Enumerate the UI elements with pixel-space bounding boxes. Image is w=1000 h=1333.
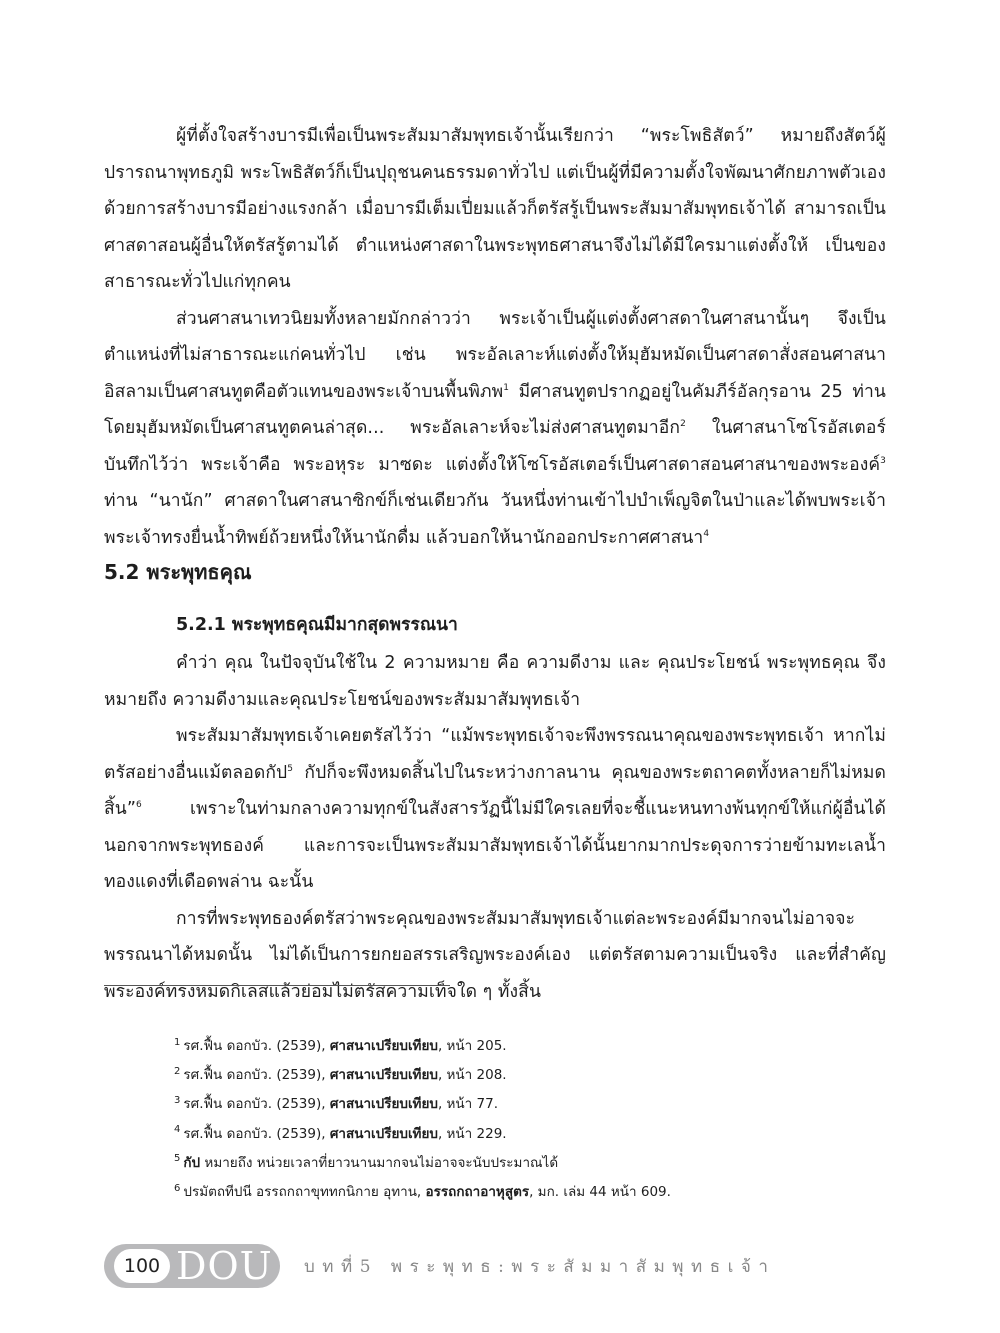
- footnote-number: 6: [174, 1182, 181, 1194]
- footnote-divider: [104, 985, 450, 986]
- footnote-1: [174, 1032, 874, 1061]
- paragraph-virtues-immeasurable: การที่พระพุทธองค์ตรัสว่าพระคุณของพระสัมมาสัมพุทธเจ้าแต่ละพระองค์มีมากจนไม่อาจจะพรรณนาได้หมดนั้น ไม่ได้เป็นการยกยอสรรเสริญพระองค์เอง แต่ตรัสตามความเป็นจริง และที่สำคัญพระองค์ทรงหมดกิเลสแล้วย่อมไม่ตรัสความเท็จใด ๆ ทั้งสิ้น: [104, 908, 886, 1002]
- footnote-5: [174, 1149, 874, 1178]
- footnote-4: [174, 1120, 874, 1149]
- footnote-ref-3: 3: [880, 455, 886, 466]
- footnote-page: หมายถึง หน่วยเวลาที่ยาวนานมากจนไม่อาจจะนับประมาณได้: [200, 1154, 559, 1171]
- footnote-page: , หน้า 208.: [437, 1067, 507, 1084]
- footnote-text: รศ.ฟื้น ดอกบัว. (2539),: [183, 1125, 330, 1142]
- footnote-title: ศาสนาเปรียบเทียบ: [329, 1067, 438, 1084]
- footnote-ref-5: 5: [287, 763, 294, 774]
- body-bottom: [104, 645, 886, 1010]
- footnote-number: 2: [174, 1065, 181, 1077]
- footnote-page: , มก. เล่ม 44 หน้า 609.: [529, 1184, 671, 1201]
- page-footer: [104, 1238, 904, 1294]
- p2-text-c: ในศาสนาโซโรอัสเตอร์บันทึกไว้ว่า พระเจ้าคือ พระอหุระ มาซดะ แต่งตั้งให้โซโรอัสเตอร์เป็นศาสดาสอนศาสนาของพระองค์: [104, 418, 886, 475]
- footnote-ref-1: 1: [503, 382, 510, 393]
- footnote-title: กัป: [183, 1154, 201, 1171]
- p4-text-b: กัปก็จะพึงหมดสิ้นไปในระหว่างกาลนาน คุณของพระตถาคตทั้งหลายก็ไม่หมดสิ้น”: [104, 762, 886, 819]
- paragraph-bodhisatta: ผู้ที่ตั้งใจสร้างบารมีเพื่อเป็นพระสัมมาสัมพุทธเจ้านั้นเรียกว่า “พระโพธิสัตว์” หมายถึงสัตว์ผู้ปรารถนาพุทธภูมิ พระโพธิสัตว์ก็เป็นปุถุชนคนธรรมดาทั่วไป แต่เป็นผู้ที่มีความตั้งใจพัฒนาศักยภาพตัวเองด้วยการสร้างบารมีอย่างแรงกล้า เมื่อบารมีเต็มเปี่ยมแล้วก็ตรัสรู้เป็นพระสัมมาสัมพุทธเจ้าได้ สามารถเป็นศาสดาสอนผู้อื่นให้ตรัสรู้ตามได้ ตำแหน่งศาสดาในพระพุทธศาสนาจึงไม่ได้มีใครมาแต่งตั้งให้ เป็นของสาธารณะทั่วไปแก่ทุกคน: [104, 126, 886, 292]
- footnote-ref-6: 6: [136, 800, 142, 811]
- footnotes: [174, 1032, 874, 1207]
- footnote-number: 4: [174, 1124, 181, 1136]
- footnote-page: , หน้า 229.: [437, 1125, 507, 1142]
- chapter-title: บทที่5 พระพุทธ:พระสัมมาสัมพุทธเจ้า: [304, 1257, 776, 1277]
- footnote-text: รศ.ฟื้น ดอกบัว. (2539),: [183, 1067, 330, 1084]
- footnote-ref-4: 4: [703, 528, 710, 539]
- footnote-3: [174, 1090, 874, 1119]
- footnote-ref-2: 2: [680, 419, 686, 430]
- footnote-text: ปรมัตถทีปนี อรรถกถาขุททกนิกาย อุทาน,: [183, 1184, 426, 1201]
- footnote-number: 1: [174, 1036, 181, 1048]
- dou-logo: DOU: [176, 1244, 273, 1288]
- p4-text-a: พระสัมมาสัมพุทธเจ้าเคยตรัสไว้ว่า “แม้พระพุทธเจ้าจะพึงพรรณนาคุณของพระพุทธเจ้า หากไม่ตรัสอย่างอื่นแม้ตลอดกัป: [104, 726, 886, 783]
- footnote-title: ศาสนาเปรียบเทียบ: [329, 1096, 438, 1113]
- footnote-page: , หน้า 205.: [437, 1038, 507, 1054]
- page-number: 100: [114, 1249, 170, 1283]
- footnote-2: [174, 1061, 874, 1090]
- footnote-6: [174, 1178, 874, 1207]
- p4-text-c: เพราะในท่ามกลางความทุกข์ในสังสารวัฏนี้ไม่มีใครเลยที่จะชี้แนะหนทางพ้นทุกข์ให้แก่ผู้อื่นได้นอกจากพระพุทธองค์ และการจะเป็นพระสัมมาสัมพุทธเจ้าได้นั้นยากมากประดุจการว่ายข้ามทะเลน้ำทองแดงที่เดือดพล่าน ฉะนั้น: [104, 799, 886, 892]
- p2-text-b: มีศาสนทูตปรากฏอยู่ในคัมภีร์อัลกุรอาน 25 ท่าน โดยมุฮัมหมัดเป็นศาสนทูตคนล่าสุด... พระอัลเลาะห์จะไม่ส่งศาสนทูตมาอีก: [104, 381, 886, 438]
- paragraph-theistic-religions: [104, 301, 886, 557]
- paragraph-meaning-of-guna: คำว่า คุณ ในปัจจุบันใช้ใน 2 ความหมาย คือ ความดีงาม และ คุณประโยชน์ พระพุทธคุณ จึงหมายถึง ความดีงามและคุณประโยชน์ของพระสัมมาสัมพุทธเจ้า: [104, 653, 886, 710]
- p2-text-d: ท่าน “นานัก” ศาสดาในศาสนาซิกข์ก็เช่นเดียวกัน วันหนึ่งท่านเข้าไปบำเพ็ญจิตในป่าและได้พบพระเจ้า พระเจ้าทรงยื่นน้ำทิพย์ถ้วยหนึ่งให้นานักดื่ม แล้วบอกให้นานักออกประกาศศาสนา: [104, 491, 886, 548]
- p2-text-a: ส่วนศาสนาเทวนิยมทั้งหลายมักกล่าวว่า พระเจ้าเป็นผู้แต่งตั้งศาสดาในศาสนานั้นๆ จึงเป็นตำแหน่งที่ไม่สาธารณะแก่คนทั่วไป เช่น พระอัลเลาะห์แต่งตั้งให้มุฮัมหมัดเป็นศาสดาสั่งสอนศาสนาอิสลามเป็นศาสนทูตคือตัวแทนของพระเจ้าบนพื้นพิภพ: [104, 308, 886, 402]
- paragraph-buddha-quote: [104, 718, 886, 901]
- section-title: 5.2 พระพุทธคุณ: [104, 560, 252, 584]
- footnote-title: ศาสนาเปรียบเทียบ: [329, 1038, 438, 1054]
- footnote-number: 5: [174, 1153, 181, 1165]
- footnote-page: , หน้า 77.: [437, 1096, 498, 1113]
- body-top: [104, 118, 886, 556]
- footnote-text: รศ.ฟื้น ดอกบัว. (2539),: [183, 1038, 330, 1054]
- subsection-title: 5.2.1 พระพุทธคุณมีมากสุดพรรณนา: [176, 615, 458, 635]
- footnote-text: รศ.ฟื้น ดอกบัว. (2539),: [183, 1096, 330, 1113]
- footnote-title: อรรถกถาอาหุสูตร: [425, 1184, 530, 1201]
- footnote-number: 3: [174, 1094, 181, 1106]
- footnote-title: ศาสนาเปรียบเทียบ: [329, 1125, 438, 1142]
